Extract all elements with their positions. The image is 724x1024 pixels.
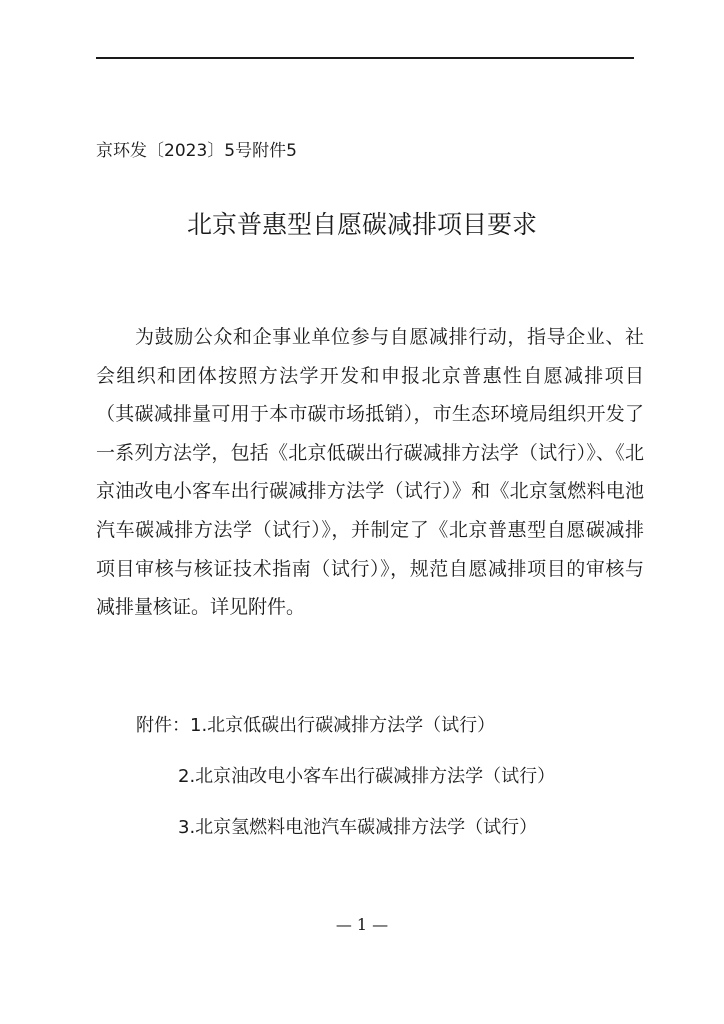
attachment-item-1: 附件：1.北京低碳出行碳减排方法学（试行） (136, 715, 496, 736)
header-rule (96, 57, 634, 59)
page-number: — 1 — (335, 915, 389, 934)
document-title: 北京普惠型自愿碳减排项目要求 (186, 210, 537, 239)
body-paragraph: 为鼓励公众和企事业单位参与自愿减排行动，指导企业、社会组织和团体按照方法学开发和申报北京普惠性自愿减排项目（其碳减排量可用于本市碳市场抵销），市生态环境局组织开发了一系列方法学，包括《北京低碳出行碳减排方法学（试行）》、《北京油改电小客车出行碳减排方法学（试行）》和《北京氢燃料电池汽车碳减排方法学（试行）》，并制定了《北京普惠型自愿碳减排项目审核与核证技术指南（试行）》，规范自愿减排项目的审核与减排量核证。详见附件。 (96, 326, 644, 619)
document-number: 京环发〔2023〕5号附件5 (96, 141, 297, 161)
attachment-item-3: 3.北京氢燃料电池汽车碳减排方法学（试行） (178, 817, 538, 838)
attachment-item-2: 2.北京油改电小客车出行碳减排方法学（试行） (178, 766, 556, 787)
